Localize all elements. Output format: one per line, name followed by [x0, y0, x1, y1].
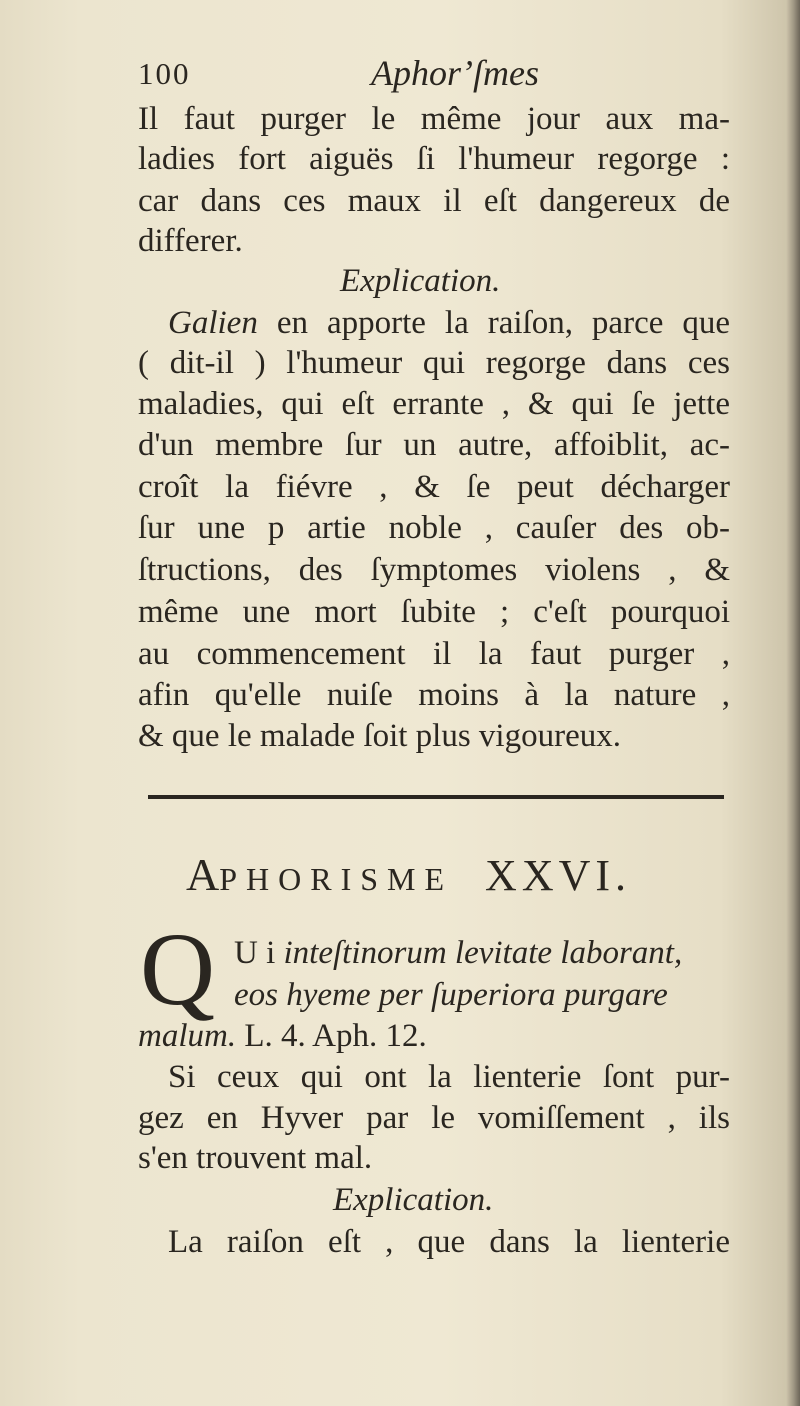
page-header	[138, 52, 658, 100]
explication-heading: Explication.	[333, 1182, 494, 1218]
section-divider	[148, 795, 724, 799]
text-line: ſur une p artie noble , cauſer des ob-	[138, 510, 730, 546]
page-number: 100	[138, 56, 191, 91]
text-line: & que le malade ſoit plus vigoureux.	[138, 718, 621, 754]
latin-line	[138, 1016, 730, 1056]
text-line: maladies, qui eſt errante , & qui ſe jette	[138, 386, 730, 422]
text-segment: en apporte la raiſon, parce que	[276, 305, 731, 341]
text-line: La raiſon eſt , que dans la lienterie	[168, 1224, 730, 1260]
text-line: s'en trouvent mal.	[138, 1140, 373, 1176]
text-line: même une mort ſubite ; c'eſt pourquoi	[138, 594, 730, 630]
text-line: gez en Hyver par le vomiſſement , ils	[138, 1100, 730, 1136]
latin-text: malum.	[138, 1018, 237, 1054]
text-line: ladies fort aiguës ſi l'humeur regorge :	[138, 141, 730, 177]
text-line	[168, 303, 730, 343]
text-line: Il faut purger le même jour aux ma-	[138, 101, 730, 137]
drop-cap: Q	[140, 912, 216, 1027]
latin-text: inteſtinorum levitate laborant,	[283, 935, 683, 971]
aphorism-title: APHORISME XXVI.	[186, 849, 632, 900]
text-line: croît la fiévre , & ſe peut décharger	[138, 469, 730, 505]
text-line: ( dit-il ) l'humeur qui regorge dans ces	[138, 345, 730, 381]
author-name: Galien	[168, 305, 258, 341]
text-line: Si ceux qui ont la lienterie ſont pur-	[168, 1059, 730, 1095]
text-line: d'un membre ſur un autre, affoiblit, ac-	[138, 427, 730, 463]
text-line: afin qu'elle nuiſe moins à la nature ,	[138, 677, 730, 713]
explication-heading: Explication.	[340, 263, 501, 299]
aphorism-reference: L. 4. Aph. 12.	[244, 1018, 427, 1054]
latin-caps: U i	[234, 935, 276, 971]
text-line: ſtructions, des ſymptomes violens , &	[138, 552, 730, 588]
latin-line	[234, 933, 730, 973]
running-head: Aphorʼſmes	[371, 53, 539, 93]
text-line: car dans ces maux il eſt dangereux de	[138, 183, 730, 219]
text-line: differer.	[138, 223, 243, 259]
latin-line: eos hyeme per ſuperiora purgare	[234, 977, 668, 1013]
page-edge-shadow	[786, 0, 800, 1406]
text-line: au commencement il la faut purger ,	[138, 636, 730, 672]
